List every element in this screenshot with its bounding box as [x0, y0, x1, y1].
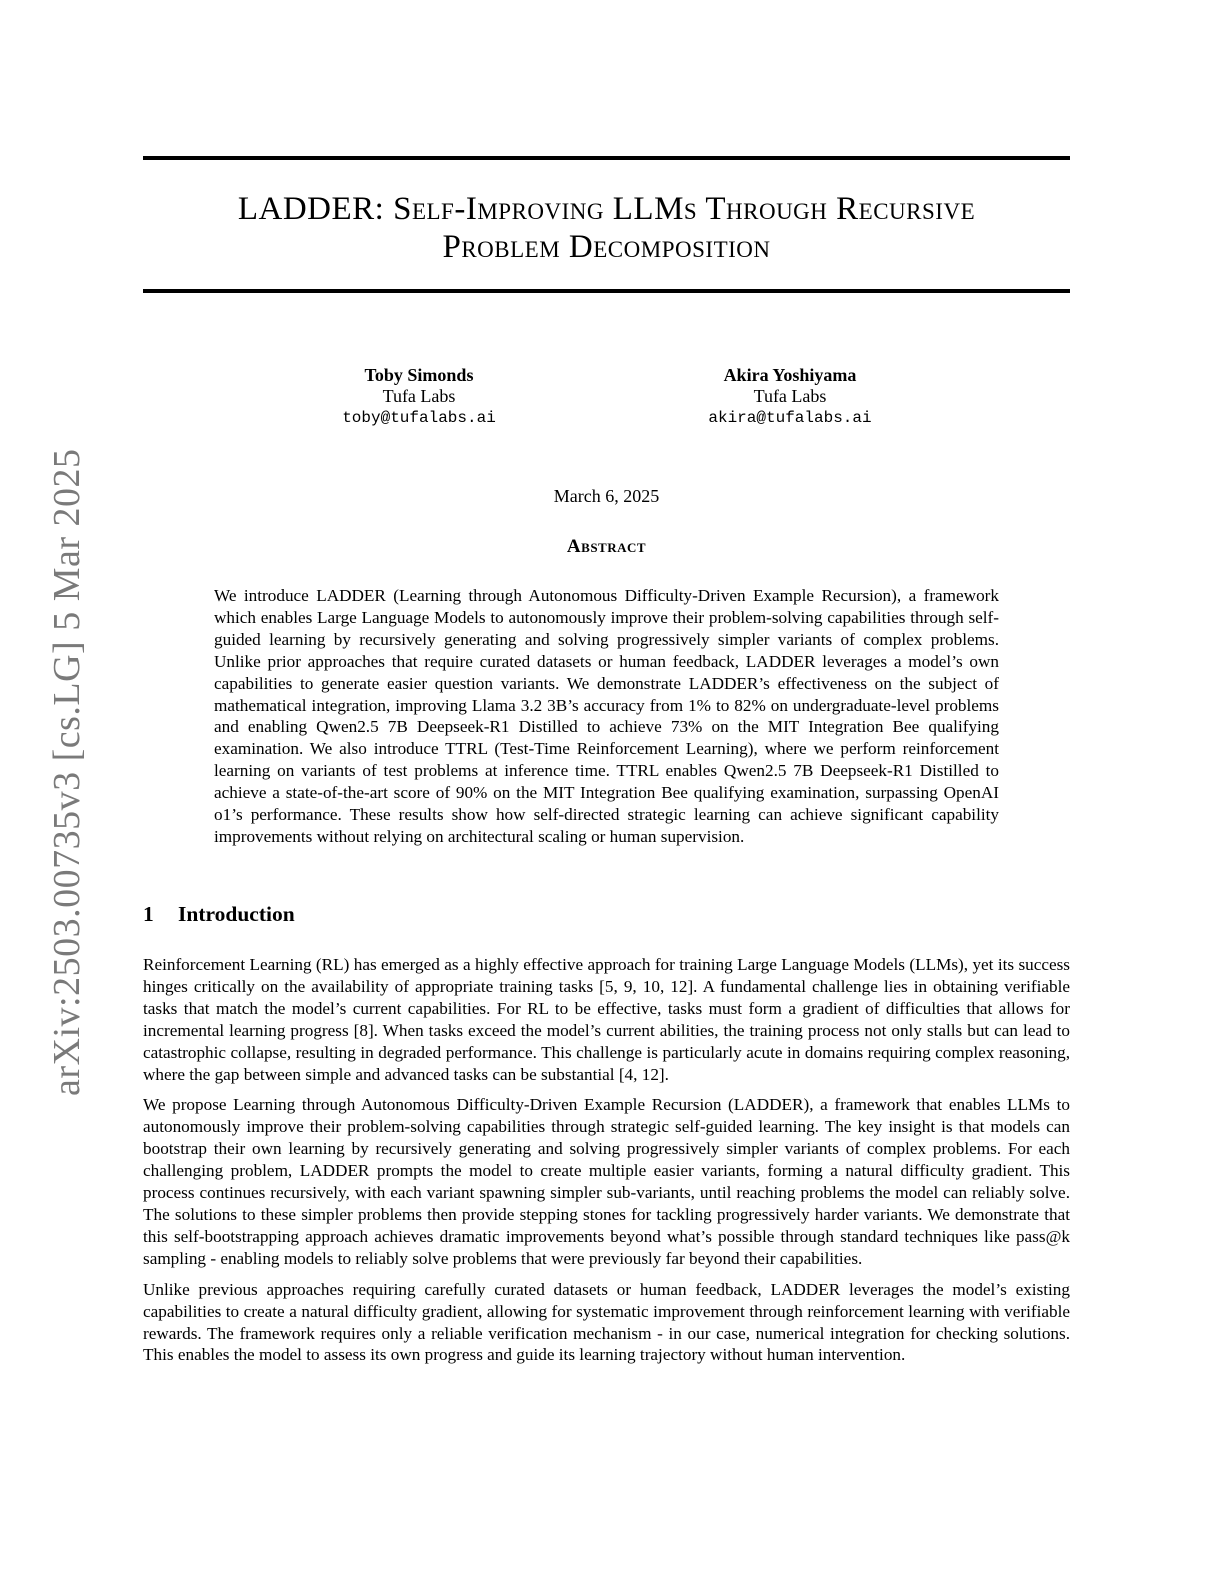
section-title: Introduction [178, 902, 295, 926]
author-block-2 [640, 364, 940, 429]
abstract-text: We introduce LADDER (Learning through Autonomous Difficulty-Driven Example Recursion), a framework which enables Large Language Models to autonomously improve their problem-solving capabilities through self-guided learning by recursively generating and solving progressively simpler variants of complex problems. Unlike prior approaches that require curated datasets or human feedback, LADDER leverages a model’s own capabilities to generate easier question variants. We demonstrate LADDER’s effectiveness on the subject of mathematical integration, improving Llama 3.2 3B’s accuracy from 1% to 82% on undergraduate-level problems and enabling Qwen2.5 7B Deepseek-R1 Distilled to achieve 73% on the MIT Integration Bee qualifying examination. We also introduce TTRL (Test-Time Reinforcement Learning), where we perform reinforcement learning on variants of test problems at inference time. TTRL enables Qwen2.5 7B Deepseek-R1 Distilled to achieve a state-of-the-art score of 90% on the MIT Integration Bee qualifying examination, surpassing OpenAI o1’s performance. These results show how self-directed strategic learning can achieve significant capability improvements without relying on architectural scaling or human supervision. [214, 586, 999, 846]
paper-title-line-2: Problem Decomposition [442, 229, 771, 265]
body-paragraph: We propose Learning through Autonomous Difficulty-Driven Example Recursion (LADDER), a framework that enables LLMs to autonomously improve their problem-solving capabilities through strategic self-guided learning. The key insight is that models can bootstrap their own learning by recursively generating and solving progressively simpler variants of complex problems. For each challenging problem, LADDER prompts the model to create multiple easier variants, forming a natural difficulty gradient. This process continues recursively, with each variant spawning simpler sub-variants, until reaching problems the model can reliably solve. The solutions to these simpler problems then provide stepping stones for tackling progressively harder variants. We demonstrate that this self-bootstrapping approach achieves dramatic improvements beyond what’s possible through standard techniques like pass@k sampling - enabling models to reliably solve problems that were previously far beyond their capabilities. [143, 1095, 1070, 1268]
body-paragraph: Unlike previous approaches requiring carefully curated datasets or human feedback, LADDER leverages the model’s existing capabilities to create a natural difficulty gradient, allowing for systematic improvement through reinforcement learning with verifiable rewards. The framework requires only a reliable verification mechanism - in our case, numerical integration for checking solutions. This enables the model to assess its own progress and guide its learning trajectory without human intervention. [143, 1279, 1070, 1365]
body-paragraph: Reinforcement Learning (RL) has emerged as a highly effective approach for training Large Language Models (LLMs), yet its success hinges critically on the availability of appropriate training tasks [5, 9, 10, 12]. A fundamental challenge lies in obtaining verifiable tasks that match the model’s current capabilities. For RL to be effective, tasks must form a gradient of difficulties that allows for incremental learning progress [8]. When tasks exceed the model’s current abilities, the training process not only stalls but can lead to catastrophic collapse, resulting in degraded performance. This challenge is particularly acute in domains requiring complex reasoning, where the gap between simple and advanced tasks can be substantial [4, 12]. [143, 955, 1070, 1084]
author-name: Akira Yoshiyama [723, 365, 857, 385]
author-email[interactable]: akira@tufalabs.ai [708, 409, 872, 427]
section-heading [143, 900, 295, 928]
author-affiliation: Tufa Labs [753, 386, 827, 406]
title-bottom-rule [143, 289, 1070, 293]
arxiv-identifier-stamp: arXiv:2503.00735v3 [cs.LG] 5 Mar 2025 [46, 448, 88, 1096]
title-top-rule [143, 156, 1070, 160]
author-name: Toby Simonds [364, 365, 474, 385]
author-email[interactable]: toby@tufalabs.ai [342, 409, 496, 427]
abstract-heading: Abstract [566, 536, 647, 557]
paper-date: March 6, 2025 [553, 486, 660, 506]
introduction-body [143, 954, 1070, 1375]
author-block-1 [269, 364, 569, 429]
paper-title [143, 190, 1070, 266]
section-number: 1 [143, 902, 154, 926]
paper-title-line-1: LADDER: Self-Improving LLMs Through Recursive [237, 191, 976, 227]
author-affiliation: Tufa Labs [382, 386, 456, 406]
